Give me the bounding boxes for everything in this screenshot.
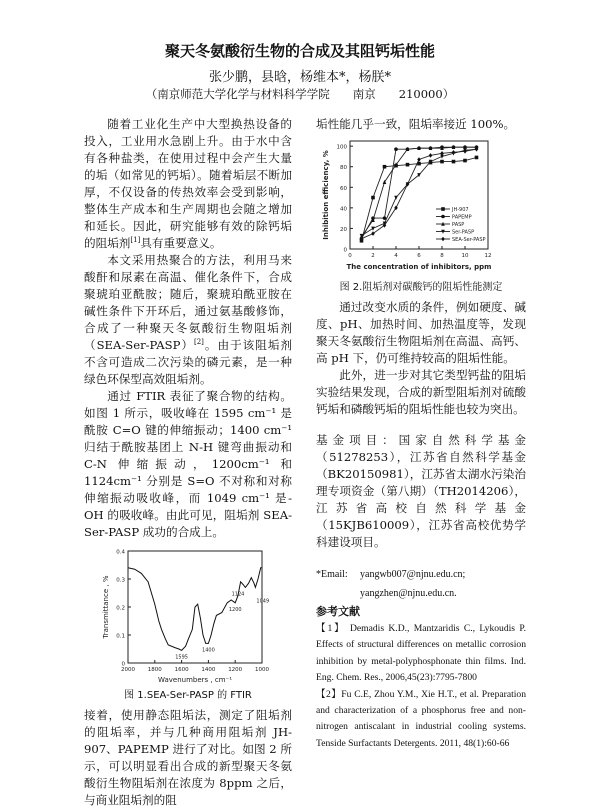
paragraph-conditions: 通过改变水质的条件，例如硬度、碱度、pH、加热时间、加热温度等，发现聚天冬氨酸衍生物阻垢剂在高温、高钙、高 pH 下，仍可维持较高的阻垢性能。: [316, 300, 526, 365]
data-point: [441, 215, 445, 219]
legend-label: JH-907: [452, 207, 469, 213]
data-point: [452, 160, 456, 164]
y-tick-label: 0.4: [116, 549, 125, 556]
peak-label: 1049: [256, 598, 270, 605]
peak-label: 1400: [202, 647, 215, 654]
text: 本文采用热聚合的方法，利用马来酸酐和尿素在高温、催化条件下，合成聚琥珀亚酰胺；随后，聚琥珀酰亚胺在碱性条件下开环后，通过氨基酸修饰，合成了一种聚天冬氨酸衍生物阻垢剂（SEA-Ser-PASP）: [84, 253, 292, 352]
figure-1-caption: 图 1.SEA-Ser-PASP 的 FTIR: [124, 690, 252, 701]
paragraph-comparison-cont: 垢性能几乎一致，阻垢率接近 100%。: [316, 117, 516, 131]
x-tick-label: 1200: [228, 667, 243, 673]
figure-1-ftir-chart: [84, 543, 292, 689]
data-point: [417, 157, 421, 162]
peak-label: 1595: [175, 654, 188, 661]
paragraph-ftir: 通过 FTIR 表征了聚合物的结构。如图 1 所示，吸收峰在 1595 cm⁻¹ 是酰胺 C=O 键的伸缩振动；1400 cm⁻¹ 归结于酰胺基团上 N-H 键弯曲振动和 C-N 伸缩振动，1200cm⁻¹ 和 1124cm⁻¹ 分别是 S=O 不对称和对称伸缩振动吸收峰，而 1049 cm⁻¹ 是-OH 的吸收峰。由此可见，阻垢剂 SEA-Ser-PASP 成功的合成上。: [84, 389, 292, 539]
email-1[interactable]: yangwb007@njnu.edu.cn;: [360, 569, 466, 580]
x-axis-label: Wavenumbers , cm⁻¹: [157, 676, 233, 684]
data-point: [441, 237, 445, 242]
authors: 张少鹏，县晗，杨维本*，杨朕*: [208, 70, 391, 85]
funding: 基金项目：国家自然科学基金（51278253），江苏省自然科学基金（BK20150981），江苏省太湖水污染治理专项资金（第八期）（TH2014206），江苏省高校自然科学基金（15KJB610009），江苏省高校优势学科建设项目。: [316, 433, 526, 549]
text: 随着工业化生产中大型换热设备的投入，工业用水急剧上升。由于水中含有各种盐类，在使用过程中会产生大量的垢（如常见的钙垢）。随着垢层不断加厚，不仅设备的传热效率会受到影响，整体生产成本和生产周期也会随之增加和延长。因此，研究能够有效的除钙垢的阻垢剂: [84, 117, 292, 250]
legend-label: PAPEMP: [452, 214, 472, 221]
figure-2-caption: 图 2.阻垢剂对碳酸钙的阻垢性能测定: [339, 282, 503, 293]
data-point: [394, 147, 398, 151]
x-tick-label: 8: [440, 253, 444, 259]
references-heading: 参考文献: [316, 605, 360, 618]
reference-item: 【1】 Demadis K.D., Mantzaridis C., Lykoudis P. Effects of structural differences on metallic corrosion inhibition by metal-polyphosphonate thin films. Ind. Eng. Chem. Res., 2006,45(23):7795-7800: [316, 623, 526, 684]
citation: [2]: [193, 338, 204, 347]
reference-item: 【2】Fu C.E, Zhou Y.M., Xie H.T., et al. Preparation and characterization of a phosphorus free and non-nitrogen antiscalant in industrial cooling systems. Tenside Surfactants Detergents. 2011, 48(1):60-66: [316, 688, 526, 749]
email-2[interactable]: yangzhen@njnu.edu.cn.: [360, 588, 457, 599]
text: 。由于该阻垢剂不含可造成二次污染的磷元素，是一种绿色环保型高效阻垢剂。: [84, 338, 292, 386]
data-point: [383, 165, 387, 169]
legend-label: Ser-PASP: [452, 229, 475, 236]
data-point: [406, 163, 410, 167]
paragraph-method: [84, 252, 292, 388]
x-tick-label: 1600: [174, 667, 189, 673]
peak-label: 1200: [228, 606, 242, 613]
paragraph-other-salts: 此外，进一步对其它类型钙盐的阻垢实验结果发现，合成的新型阻垢剂对硫酸钙垢和磷酸钙垢的阻垢性能也较为突出。: [316, 368, 526, 416]
email-block: [316, 565, 526, 603]
ftir-spectrum-line: [128, 568, 262, 654]
figure-2-inhibition-chart: [316, 135, 526, 281]
x-tick-label: 10: [461, 253, 469, 259]
x-tick-label: 0: [348, 253, 352, 259]
x-tick-label: 1000: [255, 667, 269, 673]
data-point: [440, 160, 444, 164]
x-tick-label: 4: [394, 253, 398, 259]
data-point: [417, 173, 421, 177]
paper-title: 聚天冬氨酸衍生物的合成及其阻钙垢性能: [164, 42, 435, 60]
y-tick-label: 40: [340, 206, 347, 213]
paragraph-comparison: 接着，使用静态阻垢法，测定了阻垢剂的阻垢率，并与几种商用阻垢剂 JH-907、PAPEMP 进行了对比。如图 2 所示，可以明显看出合成的新型聚天冬氨酸衍生物阻垢剂在浓度为 8ppm 之后，与商业阻垢剂的阻: [84, 708, 292, 807]
y-tick-label: 20: [340, 226, 347, 233]
legend-label: PASP: [452, 222, 465, 228]
series-line-jh-907: [362, 158, 477, 241]
citation: [1]: [130, 236, 141, 245]
left-column: [84, 116, 292, 809]
y-tick-label: 0: [121, 661, 125, 668]
legend-label: SEA-Ser-PASP: [452, 237, 486, 243]
data-point: [441, 207, 445, 211]
data-point: [394, 196, 398, 200]
y-tick-label: 0.2: [116, 605, 125, 612]
right-column: [316, 116, 526, 752]
y-axis-label: Transmittance , %: [102, 575, 110, 639]
data-point: [429, 153, 433, 158]
text: 具有重要意义。: [140, 236, 222, 250]
y-tick-label: 0.3: [116, 577, 125, 584]
y-tick-label: 0: [343, 247, 347, 254]
data-point: [463, 159, 467, 163]
x-tick-label: 2000: [121, 667, 135, 673]
affiliation: （南京师范大学化学与材料科学学院 南京 210000）: [145, 87, 455, 101]
email-label: *Email:: [316, 569, 348, 580]
y-axis-label: Inhibition efficiency, %: [322, 150, 330, 240]
x-tick-label: 2: [371, 253, 375, 259]
x-tick-label: 1400: [201, 667, 216, 673]
references: [316, 621, 526, 752]
x-tick-label: 12: [484, 253, 492, 259]
peak-label: 1124: [231, 591, 245, 598]
y-tick-label: 100: [336, 144, 347, 151]
paragraph-intro: [84, 116, 292, 252]
x-tick-label: 6: [417, 253, 421, 259]
x-tick-label: 1800: [147, 667, 162, 673]
data-point: [371, 196, 375, 200]
y-tick-label: 80: [340, 165, 347, 172]
data-point: [371, 231, 375, 236]
y-tick-label: 60: [340, 185, 347, 192]
y-tick-label: 0.1: [116, 633, 125, 640]
data-point: [475, 156, 479, 160]
x-axis-label: The concentration of inhibitors, ppm: [346, 263, 492, 271]
